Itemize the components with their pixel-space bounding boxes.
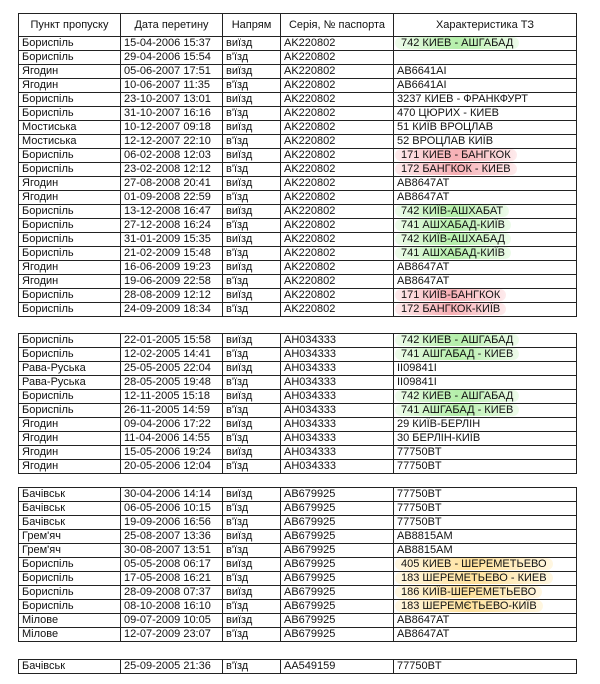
checkpoint-cell: Бориспіль xyxy=(19,219,121,233)
passport-cell: AB679925 xyxy=(281,530,394,544)
table-row xyxy=(19,177,577,191)
highlighted-vehicle-text: 186 КИЇВ-ШЕРЕМЕТЬЕВО xyxy=(395,586,542,598)
passport-cell: AB679925 xyxy=(281,614,394,628)
date-cell: 13-12-2008 16:47 xyxy=(121,205,223,219)
passport-cell: AH034333 xyxy=(281,334,394,348)
passport-cell: AB679925 xyxy=(281,586,394,600)
vehicle-cell: AB6641AI xyxy=(394,65,577,79)
table-row xyxy=(19,558,577,572)
vehicle-cell xyxy=(394,600,577,614)
passport-cell: AH034333 xyxy=(281,418,394,432)
passport-cell: AH034333 xyxy=(281,376,394,390)
table-row xyxy=(19,628,577,642)
date-cell: 28-09-2008 07:37 xyxy=(121,586,223,600)
table-row xyxy=(19,247,577,261)
checkpoint-cell: Бориспіль xyxy=(19,205,121,219)
table-row xyxy=(19,600,577,614)
passport-cell: AK220802 xyxy=(281,65,394,79)
passport-cell: AK220802 xyxy=(281,135,394,149)
header-date: Дата перетину xyxy=(121,14,223,37)
table-row xyxy=(19,432,577,446)
passport-cell: AK220802 xyxy=(281,247,394,261)
highlighted-vehicle-text: 172 БАНГКОК - КИЕВ xyxy=(395,163,517,175)
table-row xyxy=(19,191,577,205)
date-cell: 22-01-2005 15:58 xyxy=(121,334,223,348)
direction-cell: в'їзд xyxy=(223,348,281,362)
table-row xyxy=(19,586,577,600)
vehicle-cell xyxy=(394,303,577,317)
table-row xyxy=(19,121,577,135)
direction-cell: в'їзд xyxy=(223,107,281,121)
date-cell: 05-05-2008 06:17 xyxy=(121,558,223,572)
passport-cell: AH034333 xyxy=(281,432,394,446)
highlighted-vehicle-text: 183 ШЕРЕМЕТЬЕВО - КИЕВ xyxy=(395,572,553,584)
checkpoint-cell: Мілове xyxy=(19,614,121,628)
checkpoint-cell: Бориспіль xyxy=(19,558,121,572)
direction-cell: виїзд xyxy=(223,37,281,51)
passport-cell: AB679925 xyxy=(281,488,394,502)
header-row xyxy=(19,14,577,37)
date-cell: 29-04-2006 15:54 xyxy=(121,51,223,65)
passport-cell: AK220802 xyxy=(281,107,394,121)
vehicle-cell: 29 КИЇВ-БЕРЛІН xyxy=(394,418,577,432)
vehicle-cell: 77750BT xyxy=(394,516,577,530)
checkpoint-cell: Бориспіль xyxy=(19,233,121,247)
table-row xyxy=(19,516,577,530)
date-cell: 23-02-2008 12:12 xyxy=(121,163,223,177)
passport-cell: AH034333 xyxy=(281,446,394,460)
passport-cell: AB679925 xyxy=(281,628,394,642)
vehicle-cell xyxy=(394,586,577,600)
highlighted-vehicle-text: 742 КИЕВ - АШГАБАД xyxy=(395,390,519,402)
direction-cell: виїзд xyxy=(223,362,281,376)
vehicle-cell: 77750BT xyxy=(394,660,577,674)
table-row xyxy=(19,334,577,348)
passport-cell: AK220802 xyxy=(281,289,394,303)
passport-cell: AK220802 xyxy=(281,93,394,107)
checkpoint-cell: Ягодин xyxy=(19,418,121,432)
passport-cell: AK220802 xyxy=(281,303,394,317)
date-cell: 30-04-2006 14:14 xyxy=(121,488,223,502)
checkpoint-cell: Рава-Руська xyxy=(19,362,121,376)
highlighted-vehicle-text: 172 БАНГКОК-КИЇВ xyxy=(395,303,506,315)
vehicle-cell: 30 БЕРЛІН-КИЇВ xyxy=(394,432,577,446)
checkpoint-cell: Бориспіль xyxy=(19,37,121,51)
checkpoint-cell: Бориспіль xyxy=(19,572,121,586)
checkpoint-cell: Бориспіль xyxy=(19,586,121,600)
direction-cell: в'їзд xyxy=(223,79,281,93)
date-cell: 16-06-2009 19:23 xyxy=(121,261,223,275)
highlighted-vehicle-text: 742 КИЕВ - АШГАБАД xyxy=(395,334,519,346)
passport-cell: AK220802 xyxy=(281,205,394,219)
direction-cell: виїзд xyxy=(223,586,281,600)
vehicle-cell: 52 ВРОЦЛАВ КИЇВ xyxy=(394,135,577,149)
vehicle-cell xyxy=(394,219,577,233)
vehicle-cell: 77750BT xyxy=(394,502,577,516)
header-vehicle: Характеристика ТЗ xyxy=(394,14,577,37)
direction-cell: виїзд xyxy=(223,558,281,572)
date-cell: 26-11-2005 14:59 xyxy=(121,404,223,418)
date-cell: 30-08-2007 13:51 xyxy=(121,544,223,558)
direction-cell: в'їзд xyxy=(223,51,281,65)
checkpoint-cell: Бориспіль xyxy=(19,247,121,261)
vehicle-cell: 77750BT xyxy=(394,488,577,502)
direction-cell: в'їзд xyxy=(223,502,281,516)
checkpoint-cell: Бориспіль xyxy=(19,404,121,418)
passport-cell: AH034333 xyxy=(281,460,394,474)
date-cell: 31-10-2007 16:16 xyxy=(121,107,223,121)
highlighted-vehicle-text: 742 КИЇВ-АШХАБАД xyxy=(395,233,511,245)
checkpoint-cell: Бориспіль xyxy=(19,149,121,163)
date-cell: 23-10-2007 13:01 xyxy=(121,93,223,107)
table-row xyxy=(19,275,577,289)
checkpoint-cell: Бориспіль xyxy=(19,348,121,362)
highlighted-vehicle-text: 183 ШЕРЕМЄТЬЕВО-КИЇВ xyxy=(395,600,543,612)
vehicle-cell: AB8647AT xyxy=(394,614,577,628)
table-row xyxy=(19,376,577,390)
table-row xyxy=(19,107,577,121)
date-cell: 06-05-2006 10:15 xyxy=(121,502,223,516)
direction-cell: в'їзд xyxy=(223,600,281,614)
direction-cell: в'їзд xyxy=(223,460,281,474)
highlighted-vehicle-text: 741 АШГАБАД - КИЕВ xyxy=(395,348,519,360)
direction-cell: в'їзд xyxy=(223,432,281,446)
date-cell: 10-06-2007 11:35 xyxy=(121,79,223,93)
table-row xyxy=(19,219,577,233)
vehicle-cell xyxy=(394,51,577,65)
table-row xyxy=(19,502,577,516)
table-row xyxy=(19,135,577,149)
vehicle-cell: 51 КИЇВ ВРОЦЛАВ xyxy=(394,121,577,135)
crossings-table-2 xyxy=(18,333,577,474)
checkpoint-cell: Ягодин xyxy=(19,460,121,474)
passport-cell: AB679925 xyxy=(281,502,394,516)
passport-cell: AB679925 xyxy=(281,516,394,530)
passport-cell: AK220802 xyxy=(281,191,394,205)
passport-cell: AH034333 xyxy=(281,362,394,376)
direction-cell: в'їзд xyxy=(223,163,281,177)
checkpoint-cell: Грем'яч xyxy=(19,544,121,558)
date-cell: 19-09-2006 16:56 xyxy=(121,516,223,530)
date-cell: 12-02-2005 14:41 xyxy=(121,348,223,362)
checkpoint-cell: Бачівськ xyxy=(19,488,121,502)
table-row xyxy=(19,233,577,247)
vehicle-cell xyxy=(394,289,577,303)
table-row xyxy=(19,530,577,544)
checkpoint-cell: Ягодин xyxy=(19,191,121,205)
direction-cell: виїзд xyxy=(223,488,281,502)
header-checkpoint: Пункт пропуску xyxy=(19,14,121,37)
date-cell: 17-05-2008 16:21 xyxy=(121,572,223,586)
vehicle-cell xyxy=(394,390,577,404)
date-cell: 27-08-2008 20:41 xyxy=(121,177,223,191)
table-row xyxy=(19,446,577,460)
table-row xyxy=(19,93,577,107)
vehicle-cell: 77750BT xyxy=(394,446,577,460)
vehicle-cell: II09841I xyxy=(394,376,577,390)
checkpoint-cell: Ягодин xyxy=(19,261,121,275)
direction-cell: виїзд xyxy=(223,390,281,404)
direction-cell: в'їзд xyxy=(223,544,281,558)
passport-cell: AB679925 xyxy=(281,558,394,572)
date-cell: 01-09-2008 22:59 xyxy=(121,191,223,205)
passport-cell: AH034333 xyxy=(281,390,394,404)
vehicle-cell: AB8647AT xyxy=(394,191,577,205)
table-row xyxy=(19,660,577,674)
highlighted-vehicle-text: 171 КИЇВ-БАНГКОК xyxy=(395,289,506,301)
vehicle-cell: AB8815AM xyxy=(394,544,577,558)
table-row xyxy=(19,51,577,65)
direction-cell: в'їзд xyxy=(223,628,281,642)
vehicle-cell xyxy=(394,558,577,572)
date-cell: 28-05-2005 19:48 xyxy=(121,376,223,390)
checkpoint-cell: Рава-Руська xyxy=(19,376,121,390)
table-row xyxy=(19,488,577,502)
table-row xyxy=(19,348,577,362)
vehicle-cell: 77750BT xyxy=(394,460,577,474)
vehicle-cell xyxy=(394,149,577,163)
table-row xyxy=(19,65,577,79)
direction-cell: виїзд xyxy=(223,177,281,191)
highlighted-vehicle-text: 741 АШХАБАД-КИЇВ xyxy=(395,247,511,259)
direction-cell: виїзд xyxy=(223,233,281,247)
date-cell: 08-10-2008 16:10 xyxy=(121,600,223,614)
passport-cell: AK220802 xyxy=(281,261,394,275)
direction-cell: в'їзд xyxy=(223,376,281,390)
date-cell: 25-05-2005 22:04 xyxy=(121,362,223,376)
vehicle-cell: AB8815AM xyxy=(394,530,577,544)
table-row xyxy=(19,205,577,219)
vehicle-cell xyxy=(394,37,577,51)
table-row xyxy=(19,460,577,474)
table-row xyxy=(19,418,577,432)
table-row xyxy=(19,572,577,586)
header-direction: Напрям xyxy=(223,14,281,37)
vehicle-cell: 3237 КИЕВ - ФРАНКФУРТ xyxy=(394,93,577,107)
table-row xyxy=(19,390,577,404)
date-cell: 28-08-2009 12:12 xyxy=(121,289,223,303)
direction-cell: в'їзд xyxy=(223,275,281,289)
direction-cell: виїзд xyxy=(223,614,281,628)
date-cell: 09-07-2009 10:05 xyxy=(121,614,223,628)
direction-cell: в'їзд xyxy=(223,135,281,149)
passport-cell: AB679925 xyxy=(281,572,394,586)
date-cell: 06-02-2008 12:03 xyxy=(121,149,223,163)
passport-cell: AK220802 xyxy=(281,177,394,191)
date-cell: 25-09-2005 21:36 xyxy=(121,660,223,674)
passport-cell: AB679925 xyxy=(281,544,394,558)
date-cell: 24-09-2009 18:34 xyxy=(121,303,223,317)
vehicle-cell xyxy=(394,572,577,586)
table-row xyxy=(19,163,577,177)
checkpoint-cell: Бачівськ xyxy=(19,660,121,674)
vehicle-cell: AB8647AT xyxy=(394,275,577,289)
date-cell: 20-05-2006 12:04 xyxy=(121,460,223,474)
date-cell: 27-12-2008 16:24 xyxy=(121,219,223,233)
passport-cell: AK220802 xyxy=(281,233,394,247)
passport-cell: AH034333 xyxy=(281,348,394,362)
vehicle-cell xyxy=(394,247,577,261)
direction-cell: в'їзд xyxy=(223,572,281,586)
passport-cell: AB679925 xyxy=(281,600,394,614)
checkpoint-cell: Бориспіль xyxy=(19,334,121,348)
checkpoint-cell: Бачівськ xyxy=(19,502,121,516)
highlighted-vehicle-text: 742 КИЕВ - АШГАБАД xyxy=(395,37,519,49)
checkpoint-cell: Ягодин xyxy=(19,446,121,460)
direction-cell: виїзд xyxy=(223,530,281,544)
table-row xyxy=(19,362,577,376)
table-row xyxy=(19,289,577,303)
highlighted-vehicle-text: 171 КИЕВ - БАНГКОК xyxy=(395,149,517,161)
direction-cell: в'їзд xyxy=(223,303,281,317)
direction-cell: виїзд xyxy=(223,93,281,107)
date-cell: 05-06-2007 17:51 xyxy=(121,65,223,79)
checkpoint-cell: Бориспіль xyxy=(19,303,121,317)
direction-cell: в'їзд xyxy=(223,516,281,530)
checkpoint-cell: Бачівськ xyxy=(19,516,121,530)
checkpoint-cell: Бориспіль xyxy=(19,390,121,404)
table-row xyxy=(19,544,577,558)
highlighted-vehicle-text: 741 АШГАБАД - КИЕВ xyxy=(395,404,519,416)
vehicle-cell: AB8647AT xyxy=(394,177,577,191)
date-cell: 19-06-2009 22:58 xyxy=(121,275,223,289)
date-cell: 12-12-2007 22:10 xyxy=(121,135,223,149)
direction-cell: в'їзд xyxy=(223,247,281,261)
passport-cell: AK220802 xyxy=(281,37,394,51)
checkpoint-cell: Мілове xyxy=(19,628,121,642)
vehicle-cell xyxy=(394,334,577,348)
header-passport: Серія, № паспорта xyxy=(281,14,394,37)
direction-cell: в'їзд xyxy=(223,219,281,233)
checkpoint-cell: Бориспіль xyxy=(19,289,121,303)
direction-cell: виїзд xyxy=(223,65,281,79)
passport-cell: AK220802 xyxy=(281,275,394,289)
passport-cell: AK220802 xyxy=(281,121,394,135)
date-cell: 15-05-2006 19:24 xyxy=(121,446,223,460)
date-cell: 31-01-2009 15:35 xyxy=(121,233,223,247)
passport-cell: AK220802 xyxy=(281,51,394,65)
vehicle-cell xyxy=(394,163,577,177)
passport-cell: AA549159 xyxy=(281,660,394,674)
table-row xyxy=(19,261,577,275)
direction-cell: виїзд xyxy=(223,121,281,135)
date-cell: 12-11-2005 15:18 xyxy=(121,390,223,404)
checkpoint-cell: Ягодин xyxy=(19,65,121,79)
checkpoint-cell: Ягодин xyxy=(19,177,121,191)
vehicle-cell: AB8647AT xyxy=(394,628,577,642)
checkpoint-cell: Мостиська xyxy=(19,135,121,149)
checkpoint-cell: Ягодин xyxy=(19,275,121,289)
direction-cell: виїзд xyxy=(223,446,281,460)
passport-cell: AK220802 xyxy=(281,163,394,177)
crossings-table-3 xyxy=(18,487,577,642)
vehicle-cell: AB8647AT xyxy=(394,261,577,275)
direction-cell: виїзд xyxy=(223,289,281,303)
checkpoint-cell: Бориспіль xyxy=(19,600,121,614)
checkpoint-cell: Бориспіль xyxy=(19,51,121,65)
date-cell: 09-04-2006 17:22 xyxy=(121,418,223,432)
passport-cell: AH034333 xyxy=(281,404,394,418)
crossings-table-1 xyxy=(18,13,577,317)
direction-cell: в'їзд xyxy=(223,660,281,674)
checkpoint-cell: Бориспіль xyxy=(19,107,121,121)
checkpoint-cell: Ягодин xyxy=(19,79,121,93)
vehicle-cell: II09841I xyxy=(394,362,577,376)
vehicle-cell: AB6641AI xyxy=(394,79,577,93)
direction-cell: виїзд xyxy=(223,261,281,275)
direction-cell: виїзд xyxy=(223,334,281,348)
vehicle-cell xyxy=(394,205,577,219)
crossings-table-4 xyxy=(18,659,577,674)
highlighted-vehicle-text: 405 КИЕВ - ШЕРЕМЕТЬЕВО xyxy=(395,558,553,570)
direction-cell: в'їзд xyxy=(223,191,281,205)
vehicle-cell xyxy=(394,348,577,362)
vehicle-cell: 470 ЦЮРИХ - КИЕВ xyxy=(394,107,577,121)
direction-cell: в'їзд xyxy=(223,404,281,418)
checkpoint-cell: Мостиська xyxy=(19,121,121,135)
direction-cell: виїзд xyxy=(223,149,281,163)
direction-cell: виїзд xyxy=(223,418,281,432)
date-cell: 25-08-2007 13:36 xyxy=(121,530,223,544)
checkpoint-cell: Грем'яч xyxy=(19,530,121,544)
checkpoint-cell: Бориспіль xyxy=(19,93,121,107)
direction-cell: виїзд xyxy=(223,205,281,219)
highlighted-vehicle-text: 742 КИЇВ-АШХАБАТ xyxy=(395,205,509,217)
checkpoint-cell: Бориспіль xyxy=(19,163,121,177)
passport-cell: AK220802 xyxy=(281,149,394,163)
highlighted-vehicle-text: 741 АШХАБАД-КИЇВ xyxy=(395,219,511,231)
table-row xyxy=(19,37,577,51)
passport-cell: AK220802 xyxy=(281,79,394,93)
table-row xyxy=(19,614,577,628)
table-row xyxy=(19,79,577,93)
date-cell: 21-02-2009 15:48 xyxy=(121,247,223,261)
vehicle-cell xyxy=(394,233,577,247)
vehicle-cell xyxy=(394,404,577,418)
date-cell: 10-12-2007 09:18 xyxy=(121,121,223,135)
passport-cell: AK220802 xyxy=(281,219,394,233)
table-row xyxy=(19,149,577,163)
table-row xyxy=(19,303,577,317)
date-cell: 15-04-2006 15:37 xyxy=(121,37,223,51)
table-row xyxy=(19,404,577,418)
date-cell: 11-04-2006 14:55 xyxy=(121,432,223,446)
checkpoint-cell: Ягодин xyxy=(19,432,121,446)
date-cell: 12-07-2009 23:07 xyxy=(121,628,223,642)
